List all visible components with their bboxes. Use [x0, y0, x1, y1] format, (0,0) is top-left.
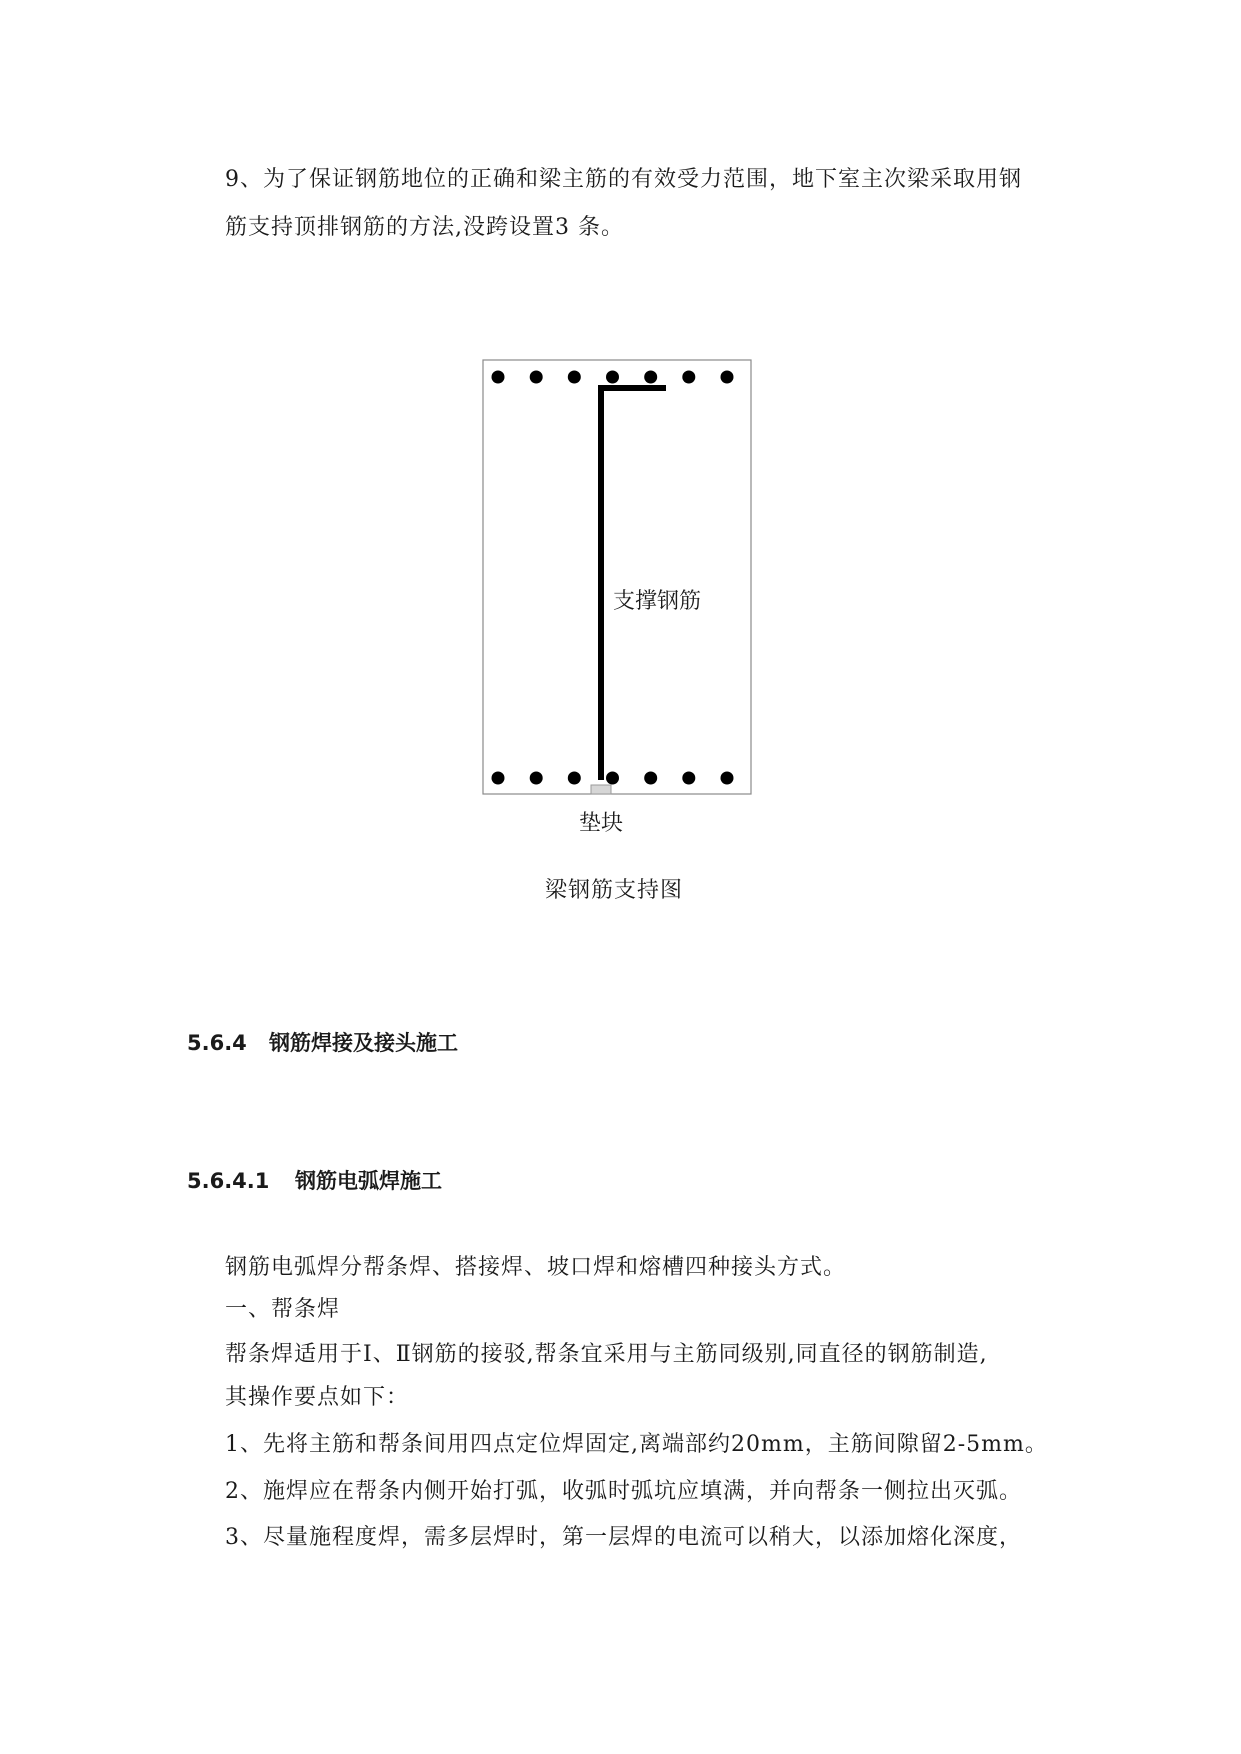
beam-section-outline	[483, 360, 751, 794]
top-rebar	[682, 371, 695, 384]
body-paragraph-2: 一、帮条焊	[225, 1297, 341, 1322]
figure-caption: 梁钢筋支持图	[545, 878, 684, 903]
top-rebar	[606, 371, 619, 384]
body-paragraph-4: 其操作要点如下：	[225, 1385, 410, 1410]
spacer-pad	[591, 785, 611, 794]
beam-rebar-support-figure	[480, 355, 760, 836]
top-rebar	[492, 371, 505, 384]
section-heading-5-6-4	[187, 1027, 458, 1057]
body-paragraph-3: 帮条焊适用于Ⅰ、Ⅱ钢筋的接驳,帮条宜采用与主筋同级别,同直径的钢筋制造,	[225, 1342, 988, 1367]
bottom-rebar	[644, 772, 657, 785]
bottom-rebar	[568, 772, 581, 785]
body-paragraph-1: 钢筋电弧焊分帮条焊、搭接焊、坡口焊和熔槽四种接头方式。	[225, 1255, 847, 1280]
section-heading-5-6-4-1	[187, 1165, 442, 1195]
section-title: 钢筋电弧焊施工	[295, 1169, 442, 1193]
section-number: 5.6.4	[187, 1031, 247, 1055]
body-paragraph-7: 3、尽量施程度焊，需多层焊时，第一层焊的电流可以稍大，以添加熔化深度，	[225, 1525, 1022, 1550]
top-rebar	[721, 371, 734, 384]
bottom-rebar	[530, 772, 543, 785]
body-paragraph-5: 1、先将主筋和帮条间用四点定位焊固定,离端部约20mm，主筋间隙留2-5mm。	[225, 1432, 1048, 1457]
spacer-pad-label: 垫块	[578, 811, 624, 836]
top-rebar	[568, 371, 581, 384]
bottom-rebar	[721, 772, 734, 785]
top-rebar	[530, 371, 543, 384]
support-rebar-label: 支撑钢筋	[613, 589, 702, 614]
bottom-rebar	[492, 772, 505, 785]
bottom-rebar	[682, 772, 695, 785]
intro-line-2: 筋支持顶排钢筋的方法,没跨设置3 条。	[225, 215, 624, 240]
top-rebar	[644, 371, 657, 384]
section-number: 5.6.4.1	[187, 1169, 270, 1193]
body-paragraph-6: 2、施焊应在帮条内侧开始打弧，收弧时弧坑应填满，并向帮条一侧拉出灭弧。	[225, 1479, 1022, 1504]
intro-line-1: 9、为了保证钢筋地位的正确和梁主筋的有效受力范围，地下室主次梁采取用钢	[225, 167, 1022, 192]
bottom-rebar	[606, 772, 619, 785]
section-title: 钢筋焊接及接头施工	[269, 1031, 458, 1055]
